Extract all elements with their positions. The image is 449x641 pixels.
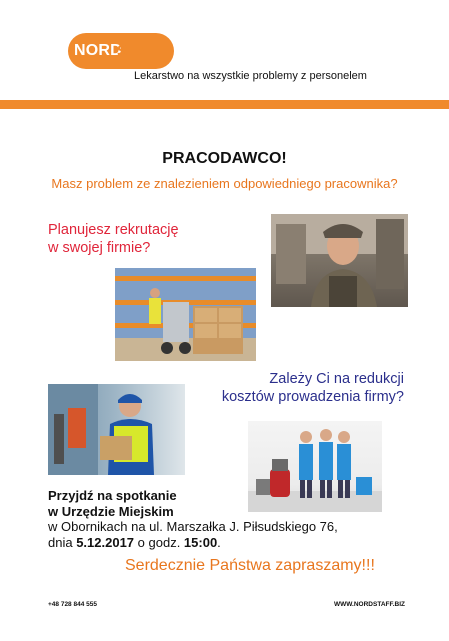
cleaning-staff-photo <box>248 421 382 512</box>
footer-phone: +48 728 844 555 <box>48 601 97 608</box>
warehouse-forklift-photo <box>115 268 256 361</box>
welder-photo <box>271 214 408 307</box>
meeting-datetime <box>48 535 221 550</box>
recruitment-question <box>48 221 179 257</box>
logo-text-staff: STAFF <box>117 43 169 60</box>
closing-invitation: Serdecznie Państwa zapraszamy!!! <box>125 557 375 574</box>
meeting-time: 15:00 <box>183 535 218 550</box>
logo-text-nord: NORD <box>74 42 122 59</box>
meeting-address: w Obornikach na ul. Marszałka J. Piłsudskiego 76, <box>48 519 338 534</box>
page-title: PRACODAWCO! <box>162 150 287 167</box>
tagline: Lekarstwo na wszystkie problemy z personelem <box>134 70 367 82</box>
meeting-title-line1: Przyjdź na spotkanie <box>48 488 177 503</box>
meeting-date: 5.12.2017 <box>76 535 135 550</box>
meeting-time-prefix: o godz. <box>134 535 184 550</box>
cost-reduction-question-line1: Zależy Ci na redukcji <box>269 371 404 387</box>
worker-carrying-box-photo <box>48 384 185 475</box>
meeting-title-line2: w Urzędzie Miejskim <box>48 504 174 519</box>
meeting-time-suffix: . <box>217 535 221 550</box>
header-divider <box>0 100 449 109</box>
cost-reduction-question <box>200 370 404 406</box>
cost-reduction-question-line2: kosztów prowadzenia firmy? <box>221 389 404 405</box>
meeting-date-prefix: dnia <box>48 535 77 550</box>
page-subtitle: Masz problem ze znalezieniem odpowiedniego pracownika? <box>51 176 398 191</box>
meeting-title <box>48 488 177 520</box>
footer-website[interactable]: WWW.NORDSTAFF.BIZ <box>334 601 406 608</box>
recruitment-question-line2: w swojej firmie? <box>48 240 151 256</box>
recruitment-question-line1: Planujesz rekrutację <box>48 222 179 238</box>
